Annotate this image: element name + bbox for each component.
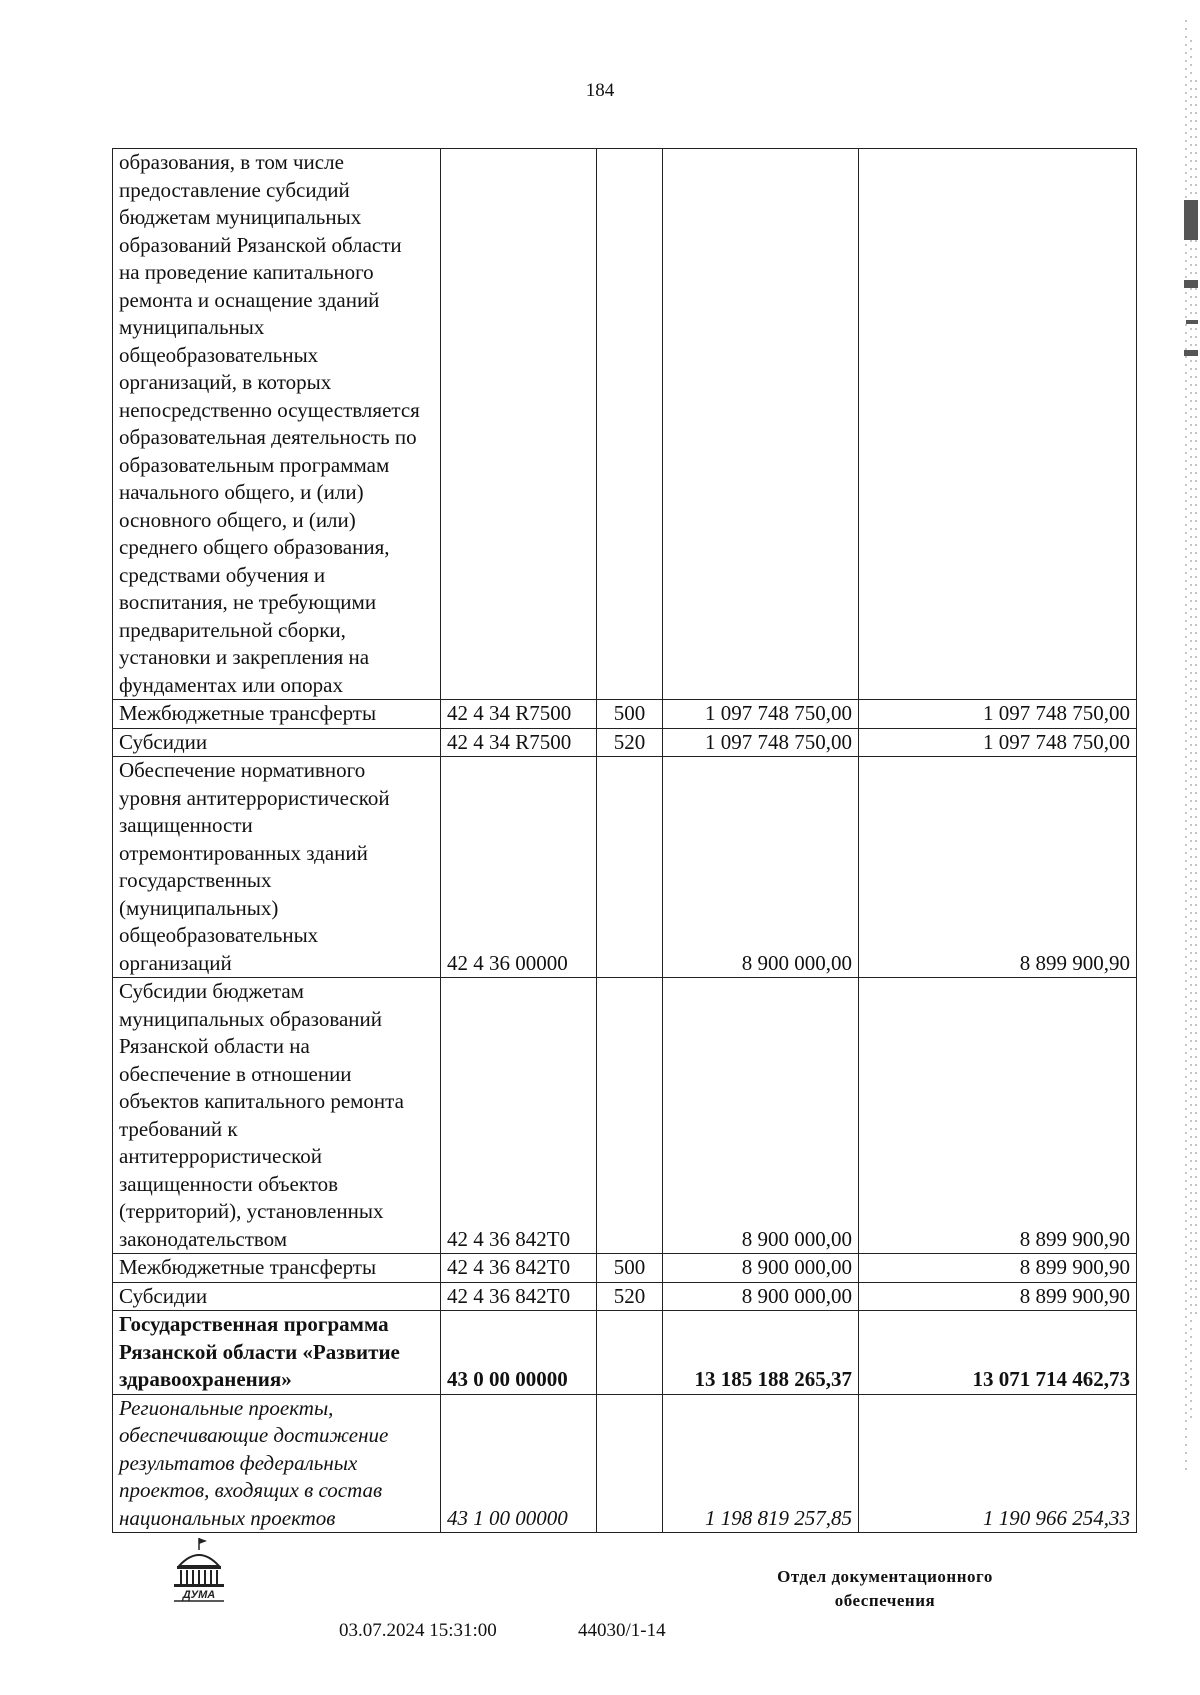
row-expense-type	[597, 978, 663, 1254]
row-sum-actual: 8 899 900,90	[859, 978, 1137, 1254]
logo-text: ДУМА	[182, 1589, 216, 1601]
row-sum-plan: 1 198 819 257,85	[663, 1394, 859, 1533]
row-expense-type: 500	[597, 1254, 663, 1283]
row-sum-actual: 1 097 748 750,00	[859, 700, 1137, 729]
row-sum-plan	[663, 149, 859, 700]
row-expense-type	[597, 1311, 663, 1395]
duma-logo-icon	[170, 1536, 228, 1602]
row-name: Обеспечение нормативного уровня антитеррористической защищенности отремонтированных зданий государственных (муниципальных) общеобразовательных организаций	[113, 757, 441, 978]
row-code: 42 4 36 00000	[441, 757, 597, 978]
table-row	[113, 700, 1137, 729]
row-sum-plan: 1 097 748 750,00	[663, 728, 859, 757]
row-expense-type: 520	[597, 1282, 663, 1311]
footer-registration-number: 44030/1-14	[578, 1620, 666, 1641]
table-row	[113, 1254, 1137, 1283]
row-expense-type	[597, 1394, 663, 1533]
table-row	[113, 728, 1137, 757]
row-code: 42 4 34 R7500	[441, 728, 597, 757]
row-sum-actual: 13 071 714 462,73	[859, 1311, 1137, 1395]
row-code: 43 1 00 00000	[441, 1394, 597, 1533]
department-line: обеспечения	[834, 1591, 936, 1610]
row-sum-plan: 8 900 000,00	[663, 1282, 859, 1311]
row-code: 42 4 36 842Т0	[441, 978, 597, 1254]
row-expense-type: 520	[597, 728, 663, 757]
row-sum-plan: 8 900 000,00	[663, 757, 859, 978]
budget-table	[112, 148, 1137, 1533]
row-sum-plan: 8 900 000,00	[663, 978, 859, 1254]
table-row	[113, 1282, 1137, 1311]
row-sum-plan: 13 185 188 265,37	[663, 1311, 859, 1395]
row-sum-actual: 8 899 900,90	[859, 1282, 1137, 1311]
row-name: Государственная программа Рязанской области «Развитие здравоохранения»	[113, 1311, 441, 1395]
row-sum-plan: 1 097 748 750,00	[663, 700, 859, 729]
footer-timestamp: 03.07.2024 15:31:00	[339, 1620, 497, 1641]
row-sum-actual: 8 899 900,90	[859, 1254, 1137, 1283]
row-expense-type	[597, 149, 663, 700]
row-name: Межбюджетные трансферты	[113, 1254, 441, 1283]
row-name: Субсидии бюджетам муниципальных образований Рязанской области на обеспечение в отношении объектов капитального ремонта требований к антитеррористической защищенности объектов (территорий), установленных законодательством	[113, 978, 441, 1254]
row-code: 42 4 36 842Т0	[441, 1254, 597, 1283]
table-row	[113, 149, 1137, 700]
table-row	[113, 757, 1137, 978]
table-row	[113, 978, 1137, 1254]
row-sum-actual: 8 899 900,90	[859, 757, 1137, 978]
row-sum-actual: 1 097 748 750,00	[859, 728, 1137, 757]
row-code: 42 4 36 842Т0	[441, 1282, 597, 1311]
row-sum-actual: 1 190 966 254,33	[859, 1394, 1137, 1533]
row-sum-plan: 8 900 000,00	[663, 1254, 859, 1283]
table-row	[113, 1394, 1137, 1533]
department-line: Отдел документационного	[777, 1567, 993, 1586]
row-expense-type: 500	[597, 700, 663, 729]
row-name: Субсидии	[113, 728, 441, 757]
row-code: 42 4 34 R7500	[441, 700, 597, 729]
row-name: образования, в том числе предоставление субсидий бюджетам муниципальных образований Рязанской области на проведение капитального ремонта и оснащение зданий муниципальных общеобразовательных организаций, в которых непосредственно осуществляется образовательная деятельность по образовательным программам начального общего, и (или) основного общего, и (или) среднего общего образования, средствами обучения и воспитания, не требующими предварительной сборки, установки и закрепления на фундаментах или опорах	[113, 149, 441, 700]
row-name: Субсидии	[113, 1282, 441, 1311]
row-name: Межбюджетные трансферты	[113, 700, 441, 729]
footer-department-stamp	[720, 1565, 1050, 1613]
row-expense-type	[597, 757, 663, 978]
table-row	[113, 1311, 1137, 1395]
page-number: 184	[585, 80, 615, 101]
scan-edge-marks	[1182, 20, 1200, 1470]
row-code	[441, 149, 597, 700]
row-sum-actual	[859, 149, 1137, 700]
row-code: 43 0 00 00000	[441, 1311, 597, 1395]
budget-table-container	[112, 148, 1136, 1533]
row-name: Региональные проекты, обеспечивающие достижение результатов федеральных проектов, входящих в состав национальных проектов	[113, 1394, 441, 1533]
